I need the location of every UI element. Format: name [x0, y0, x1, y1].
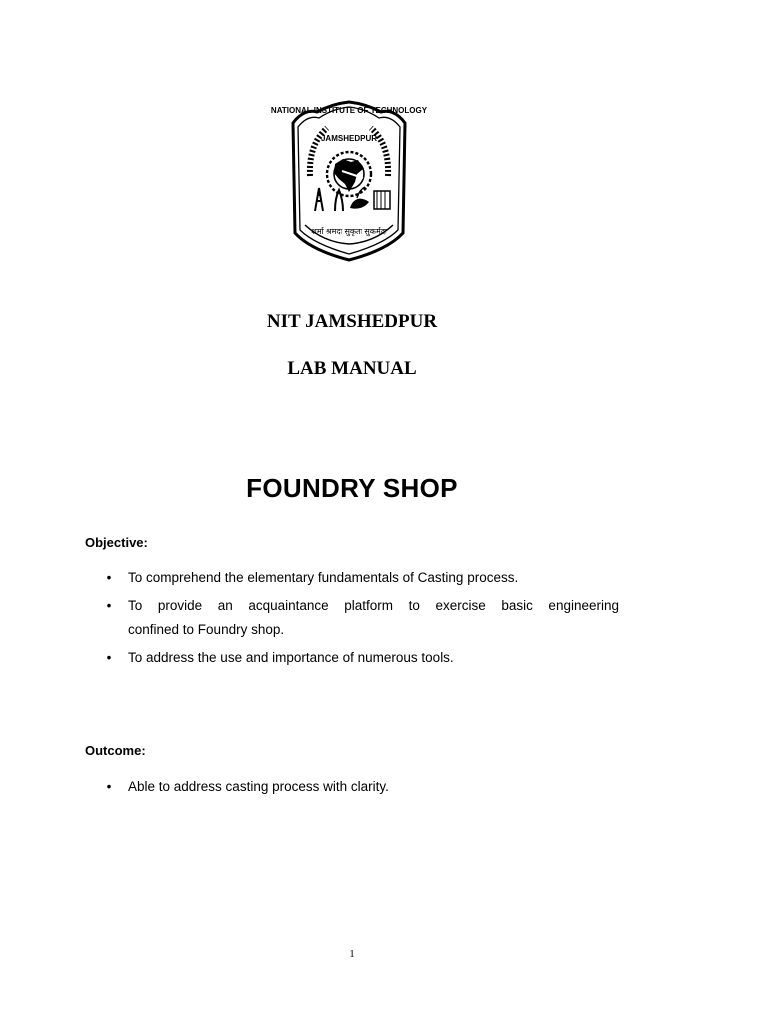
svg-text:JAMSHEDPUR: [321, 134, 377, 143]
logo-arc-text: NATIONAL INSTITUTE OF TECHNOLOGY: [270, 106, 428, 115]
institute-name: NIT JAMSHEDPUR: [266, 311, 438, 332]
nit-jamshedpur-emblem-icon: [270, 100, 428, 262]
outcome-heading: Outcome:: [85, 743, 146, 758]
objective-item: [104, 646, 619, 670]
nit-jamshedpur-logo: [270, 100, 428, 262]
page-title: FOUNDRY SHOP: [246, 473, 458, 503]
bullet-icon: •: [106, 598, 112, 613]
svg-text:शर्मा श्रमदः सुकृतः सुकर्मदः: [311, 226, 387, 237]
bullet-icon: •: [106, 779, 112, 794]
logo-city-text: JAMSHEDPUR: [320, 134, 378, 143]
outcome-item-text: Able to address casting process with clarity.: [128, 779, 389, 794]
objective-item-continuation: confined to Foundry shop.: [128, 622, 285, 637]
bullet-icon: •: [106, 570, 112, 585]
objective-item: [104, 566, 619, 590]
bullet-icon: •: [106, 650, 112, 665]
outcome-list: [104, 775, 619, 803]
outcome-item: [104, 775, 619, 799]
objective-item-text: To provide an acquaintance platform to exercise basic engineering: [128, 598, 619, 613]
objective-item: [104, 594, 619, 642]
objective-heading: Objective:: [85, 535, 148, 550]
objective-list: [104, 566, 619, 674]
document-type: LAB MANUAL: [287, 358, 417, 379]
objective-item-text: To comprehend the elementary fundamentals of Casting process.: [128, 570, 519, 585]
objective-item-text: To address the use and importance of numerous tools.: [128, 650, 454, 665]
svg-text:NATIONAL INSTITUTE OF TECHNOLO: [271, 106, 428, 115]
logo-motto-text: शर्मा श्रमदः सुकृतः सुकर्मदः: [311, 227, 387, 236]
page-number: 1: [349, 948, 355, 960]
